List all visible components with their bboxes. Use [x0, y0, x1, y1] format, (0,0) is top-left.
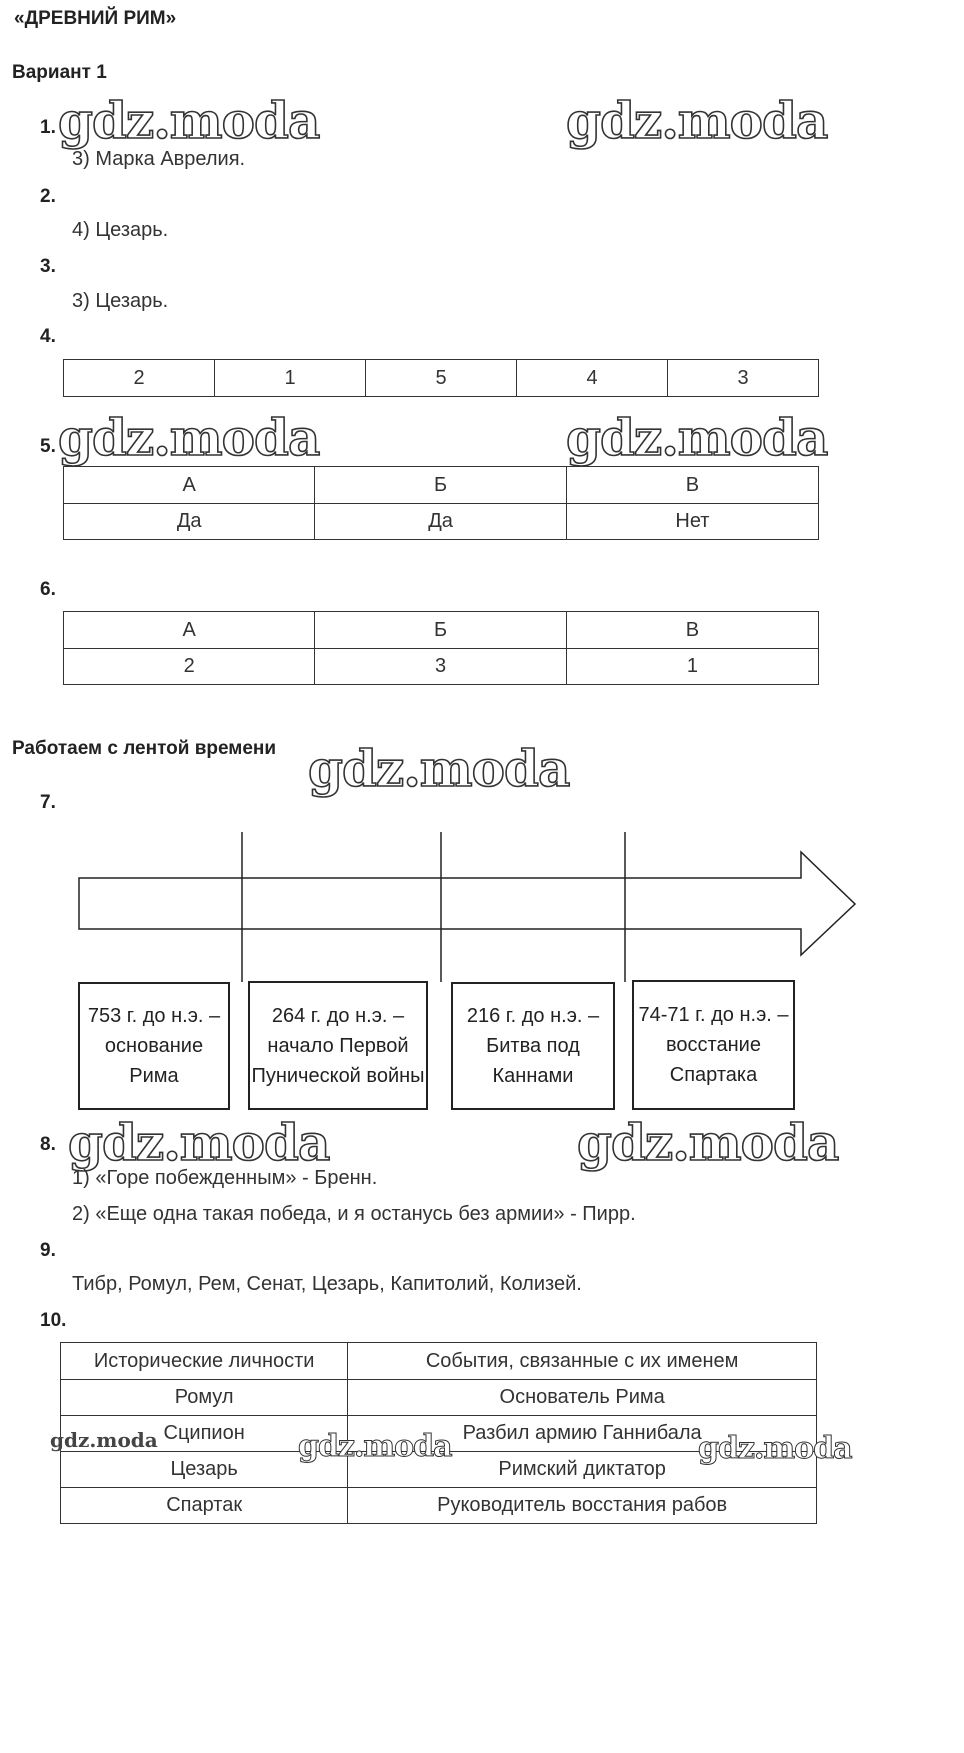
question-number-8: 8.	[40, 1134, 56, 1155]
table-cell: 4	[517, 360, 668, 397]
table-cell: 2	[64, 649, 315, 685]
table-cell: Спартак	[61, 1488, 348, 1524]
table-row	[61, 1380, 817, 1416]
table-cell: 5	[366, 360, 517, 397]
variant-heading: Вариант 1	[12, 62, 107, 83]
timeline-heading: Работаем с лентой времени	[12, 738, 277, 759]
table-cell: Нет	[566, 504, 818, 540]
watermark-logo: gdz.moda	[698, 1431, 852, 1466]
timeline-event-box: 74-71 г. до н.э. – восстание Спартака	[632, 980, 795, 1110]
watermark-logo: gdz.moda	[308, 739, 570, 798]
answer-3: 3) Цезарь.	[72, 290, 169, 312]
question-number-3: 3.	[40, 256, 56, 277]
question-number-9: 9.	[40, 1240, 56, 1261]
table-header-cell: А	[64, 467, 315, 504]
table-cell: Сципион	[61, 1416, 348, 1452]
answer-table-6	[63, 611, 819, 685]
question-number-2: 2.	[40, 186, 56, 207]
watermark-logo: gdz.moda	[58, 408, 320, 467]
table-cell: Да	[315, 504, 566, 540]
watermark-logo: gdz.moda	[566, 408, 828, 467]
table-header-cell: Б	[315, 612, 566, 649]
table-cell: 2	[64, 360, 215, 397]
table-cell: 1	[566, 649, 818, 685]
answer-table-4	[63, 359, 819, 397]
table-header-cell: В	[566, 467, 818, 504]
table-cell: Руководитель восстания рабов	[348, 1488, 817, 1524]
answer-2: 4) Цезарь.	[72, 219, 169, 241]
table-cell: Ромул	[61, 1380, 348, 1416]
table-cell: Римский диктатор	[348, 1452, 817, 1488]
table-header-cell: А	[64, 612, 315, 649]
question-number-7: 7.	[40, 792, 56, 813]
answer-8-line-2: 2) «Еще одна такая победа, и я останусь без армии» - Пирр.	[72, 1203, 636, 1225]
watermark-logo: gdz.moda	[58, 91, 320, 150]
timeline-arrow	[0, 820, 964, 1000]
watermark-logo: gdz.moda	[577, 1113, 839, 1172]
table-cell: Основатель Рима	[348, 1380, 817, 1416]
answer-8-line-1: 1) «Горе побежденным» - Бренн.	[72, 1167, 378, 1189]
table-cell: 3	[315, 649, 566, 685]
table-cell: 1	[215, 360, 366, 397]
question-number-10: 10.	[40, 1310, 67, 1331]
timeline-event-box: 264 г. до н.э. – начало Первой Пунической войны	[248, 981, 428, 1110]
page-title: «ДРЕВНИЙ РИМ»	[14, 8, 177, 29]
timeline-event-box: 753 г. до н.э. – основание Рима	[78, 982, 230, 1110]
question-number-5: 5.	[40, 436, 56, 457]
table-header-cell: События, связанные с их именем	[348, 1343, 817, 1380]
table-header-cell: В	[566, 612, 818, 649]
answer-9: Тибр, Ромул, Рем, Сенат, Цезарь, Капитолий, Колизей.	[72, 1273, 582, 1295]
watermark-logo: gdz.moda	[50, 1428, 158, 1452]
watermark-logo: gdz.moda	[298, 1429, 452, 1464]
table-cell: Цезарь	[61, 1452, 348, 1488]
question-number-1: 1.	[40, 117, 56, 138]
answer-1: 3) Марка Аврелия.	[72, 148, 246, 170]
timeline-event-box: 216 г. до н.э. – Битва под Каннами	[451, 982, 615, 1110]
question-number-6: 6.	[40, 579, 56, 600]
table-cell: Да	[64, 504, 315, 540]
watermark-logo: gdz.moda	[566, 91, 828, 150]
table-header-cell: Исторические личности	[61, 1343, 348, 1380]
table-header-cell: Б	[315, 467, 566, 504]
arrow-shape	[79, 852, 855, 955]
watermark-logo: gdz.moda	[68, 1113, 330, 1172]
question-number-4: 4.	[40, 326, 56, 347]
answer-table-5	[63, 466, 819, 540]
table-row	[61, 1488, 817, 1524]
table-cell: Разбил армию Ганнибала	[348, 1416, 817, 1452]
table-cell: 3	[668, 360, 819, 397]
